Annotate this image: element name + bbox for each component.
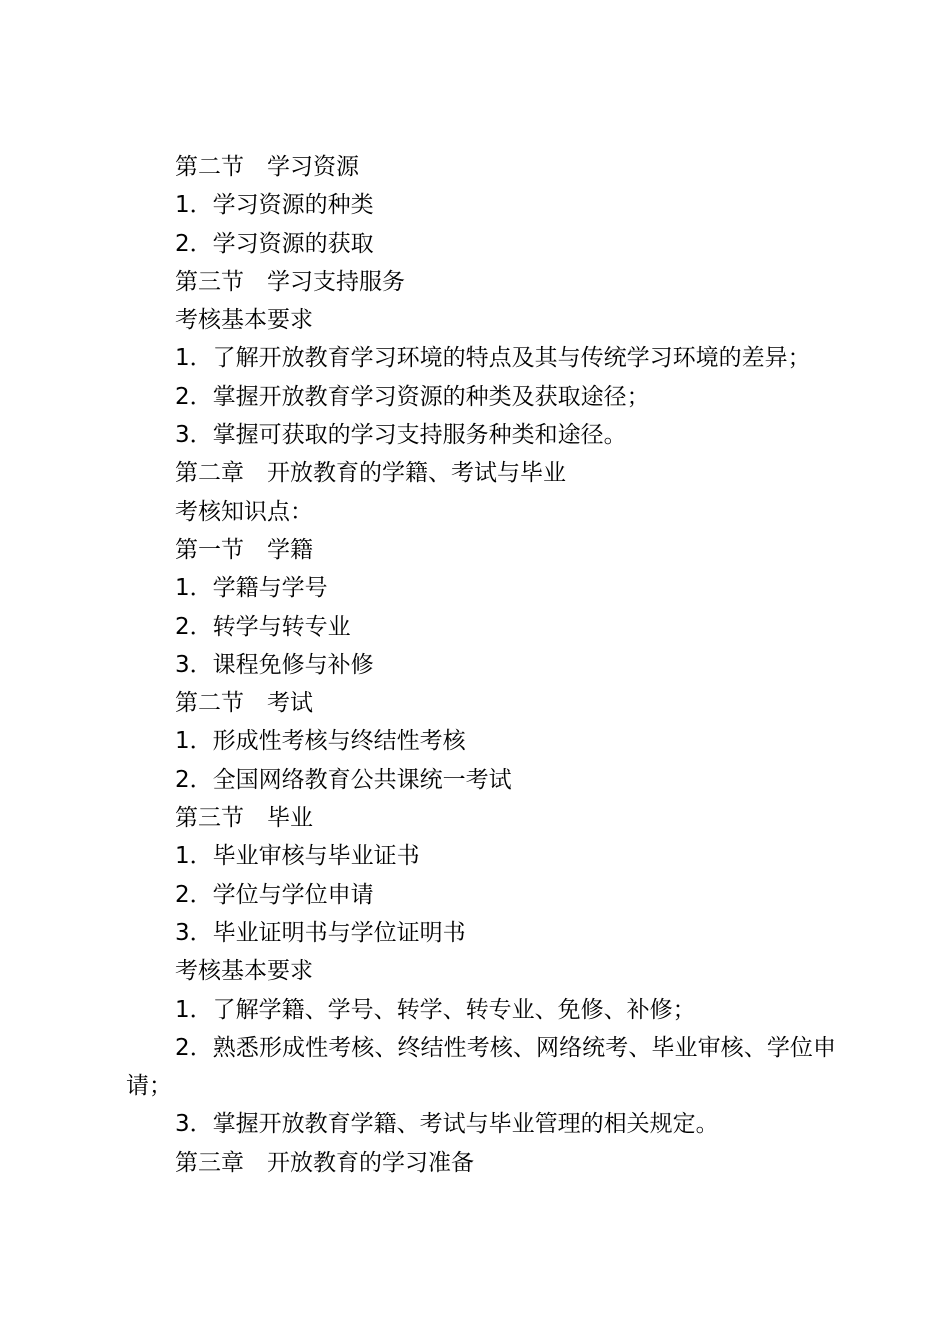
knowledge-points-heading: 考核知识点： (175, 498, 313, 525)
section-heading: 第三节 毕业 (175, 805, 313, 832)
list-item: 2．掌握开放教育学习资源的种类及获取途径； (175, 383, 650, 410)
section-heading: 第二节 考试 (175, 690, 313, 717)
list-item-wrapped: 2．熟悉形成性考核、终结性考核、网络统考、毕业审核、学位申请； (126, 1034, 836, 1100)
document-body (126, 148, 836, 1182)
list-item: 1．毕业审核与毕业证书 (175, 843, 420, 870)
requirements-heading: 考核基本要求 (175, 307, 313, 334)
list-item: 2．学习资源的获取 (175, 230, 374, 257)
section-heading: 第二节 学习资源 (175, 154, 359, 180)
list-item: 1．了解开放教育学习环境的特点及其与传统学习环境的差异； (175, 345, 811, 372)
list-item: 2．学位与学位申请 (175, 881, 374, 908)
list-item: 1．学习资源的种类 (175, 192, 374, 219)
list-item: 2．转学与转专业 (175, 613, 351, 640)
list-item: 2．全国网络教育公共课统一考试 (175, 766, 512, 793)
list-item: 3．掌握可获取的学习支持服务种类和途径。 (175, 422, 627, 449)
list-item: 1．了解学籍、学号、转学、转专业、免修、补修； (175, 996, 696, 1023)
requirements-heading: 考核基本要求 (175, 958, 313, 985)
list-item: 3．毕业证明书与学位证明书 (175, 919, 466, 946)
list-item: 3．课程免修与补修 (175, 651, 374, 678)
list-item: 1．学籍与学号 (175, 575, 328, 602)
list-item: 3．掌握开放教育学籍、考试与毕业管理的相关规定。 (175, 1111, 719, 1138)
chapter-heading: 第三章 开放教育的学习准备 (175, 1149, 474, 1176)
section-heading: 第三节 学习支持服务 (175, 268, 405, 295)
chapter-heading: 第二章 开放教育的学籍、考试与毕业 (175, 460, 566, 487)
section-heading: 第一节 学籍 (175, 536, 313, 563)
list-item: 1．形成性考核与终结性考核 (175, 728, 466, 755)
